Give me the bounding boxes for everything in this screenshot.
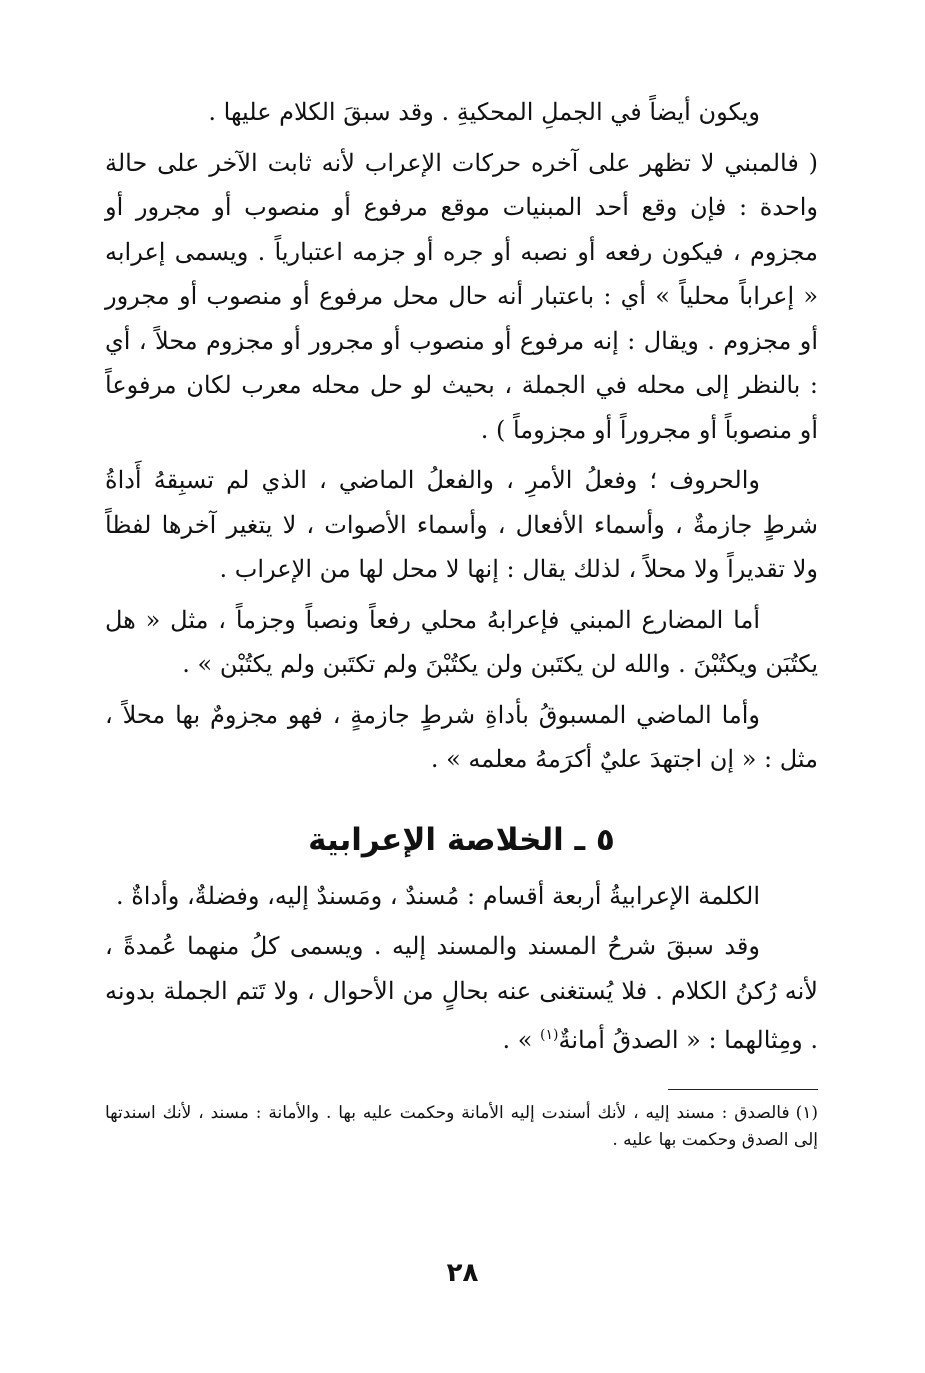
- page-number: ٢٨: [446, 1258, 479, 1288]
- paragraph-3: والحروف ؛ وفعلُ الأمرِ ، والفعلُ الماضي ، الذي لم تسبِقهُ أَداةُ شرطٍ جازمةٌ ، وأسماء الأفعال ، وأسماء الأصوات ، لا يتغير آخرها لفظاً ولا تقديراً ولا محلاً ، لذلك يقال : إنها لا محل لها من الإعراب .: [105, 466, 818, 583]
- book-page: [105, 90, 818, 1154]
- footnote: [105, 1100, 818, 1154]
- section-paragraph-2-text: وقد سبقَ شرحُ المسند والمسند إليه . ويسمى كلُ منهما عُمدةً ، لأنه رُكنُ الكلام . فلا يُستغنى عنه بحالٍ من الأحوال ، ولا تَتم الجملة بدونه . ومِثالهما : « الصدقُ أمانةٌ: [105, 932, 818, 1054]
- section-paragraph-2-end: » .: [502, 1026, 541, 1054]
- paragraph-1: ويكون أيضاً في الجملِ المحكيةِ . وقد سبقَ الكلام عليها .: [208, 98, 760, 126]
- paragraph-4: أما المضارع المبني فإعرابهُ محلي رفعاً ونصباً وجزماً ، مثل « هل يكتُبَن ويكتُبْنَ . والله لن يكتَبن ولن يكتُبْنَ ولم تكتَبن ولم يكتُبْن » .: [105, 605, 818, 678]
- section-heading: ٥ ـ الخلاصة الإعرابية: [308, 821, 615, 858]
- footnote-number: (١): [795, 1102, 818, 1123]
- footnote-divider: [668, 1089, 818, 1090]
- section-paragraph-2: [105, 924, 818, 1063]
- paragraph-2: ( فالمبني لا تظهر على آخره حركات الإعراب لأنه ثابت الآخر على حالة واحدة : فإن وقع أحد المبنيات موقع مرفوع أو منصوب أو مجرور أو مجزوم ، فيكون رفعه أو نصبه أو جره أو جزمه اعتبارياً . ويسمى إعرابه « إعراباً محلياً » أي : باعتبار أنه حال محل مرفوع أو منصوب أو مجرور أو مجزوم . ويقال : إنه مرفوع أو منصوب أو مجرور أو مجزوم محلاً ، أي : بالنظر إلى محله في الجملة ، بحيث لو حل محله معرب لكان مرفوعاً أو منصوباً أو مجروراً أو مجزوماً ) .: [105, 148, 818, 444]
- footnote-text: فالصدق : مسند إليه ، لأنك أسندت إليه الأمانة وحكمت عليه بها . والأمانة : مسند ، لأنك اسندتها إلى الصدق وحكمت بها عليه .: [105, 1102, 818, 1150]
- paragraph-5: وأما الماضي المسبوقُ بأداةِ شرطٍ جازمةٍ ، فهو مجزومٌ بها محلاً ، مثل : « إن اجتهدَ عليٌ أكرَمهُ معلمه » .: [105, 700, 818, 773]
- section-paragraph-1: الكلمة الإعرابيةُ أربعة أقسام : مُسندٌ ، ومَسندٌ إليه، وفضلةٌ، وأداةٌ .: [115, 881, 760, 910]
- footnote-reference: (١): [540, 1027, 559, 1043]
